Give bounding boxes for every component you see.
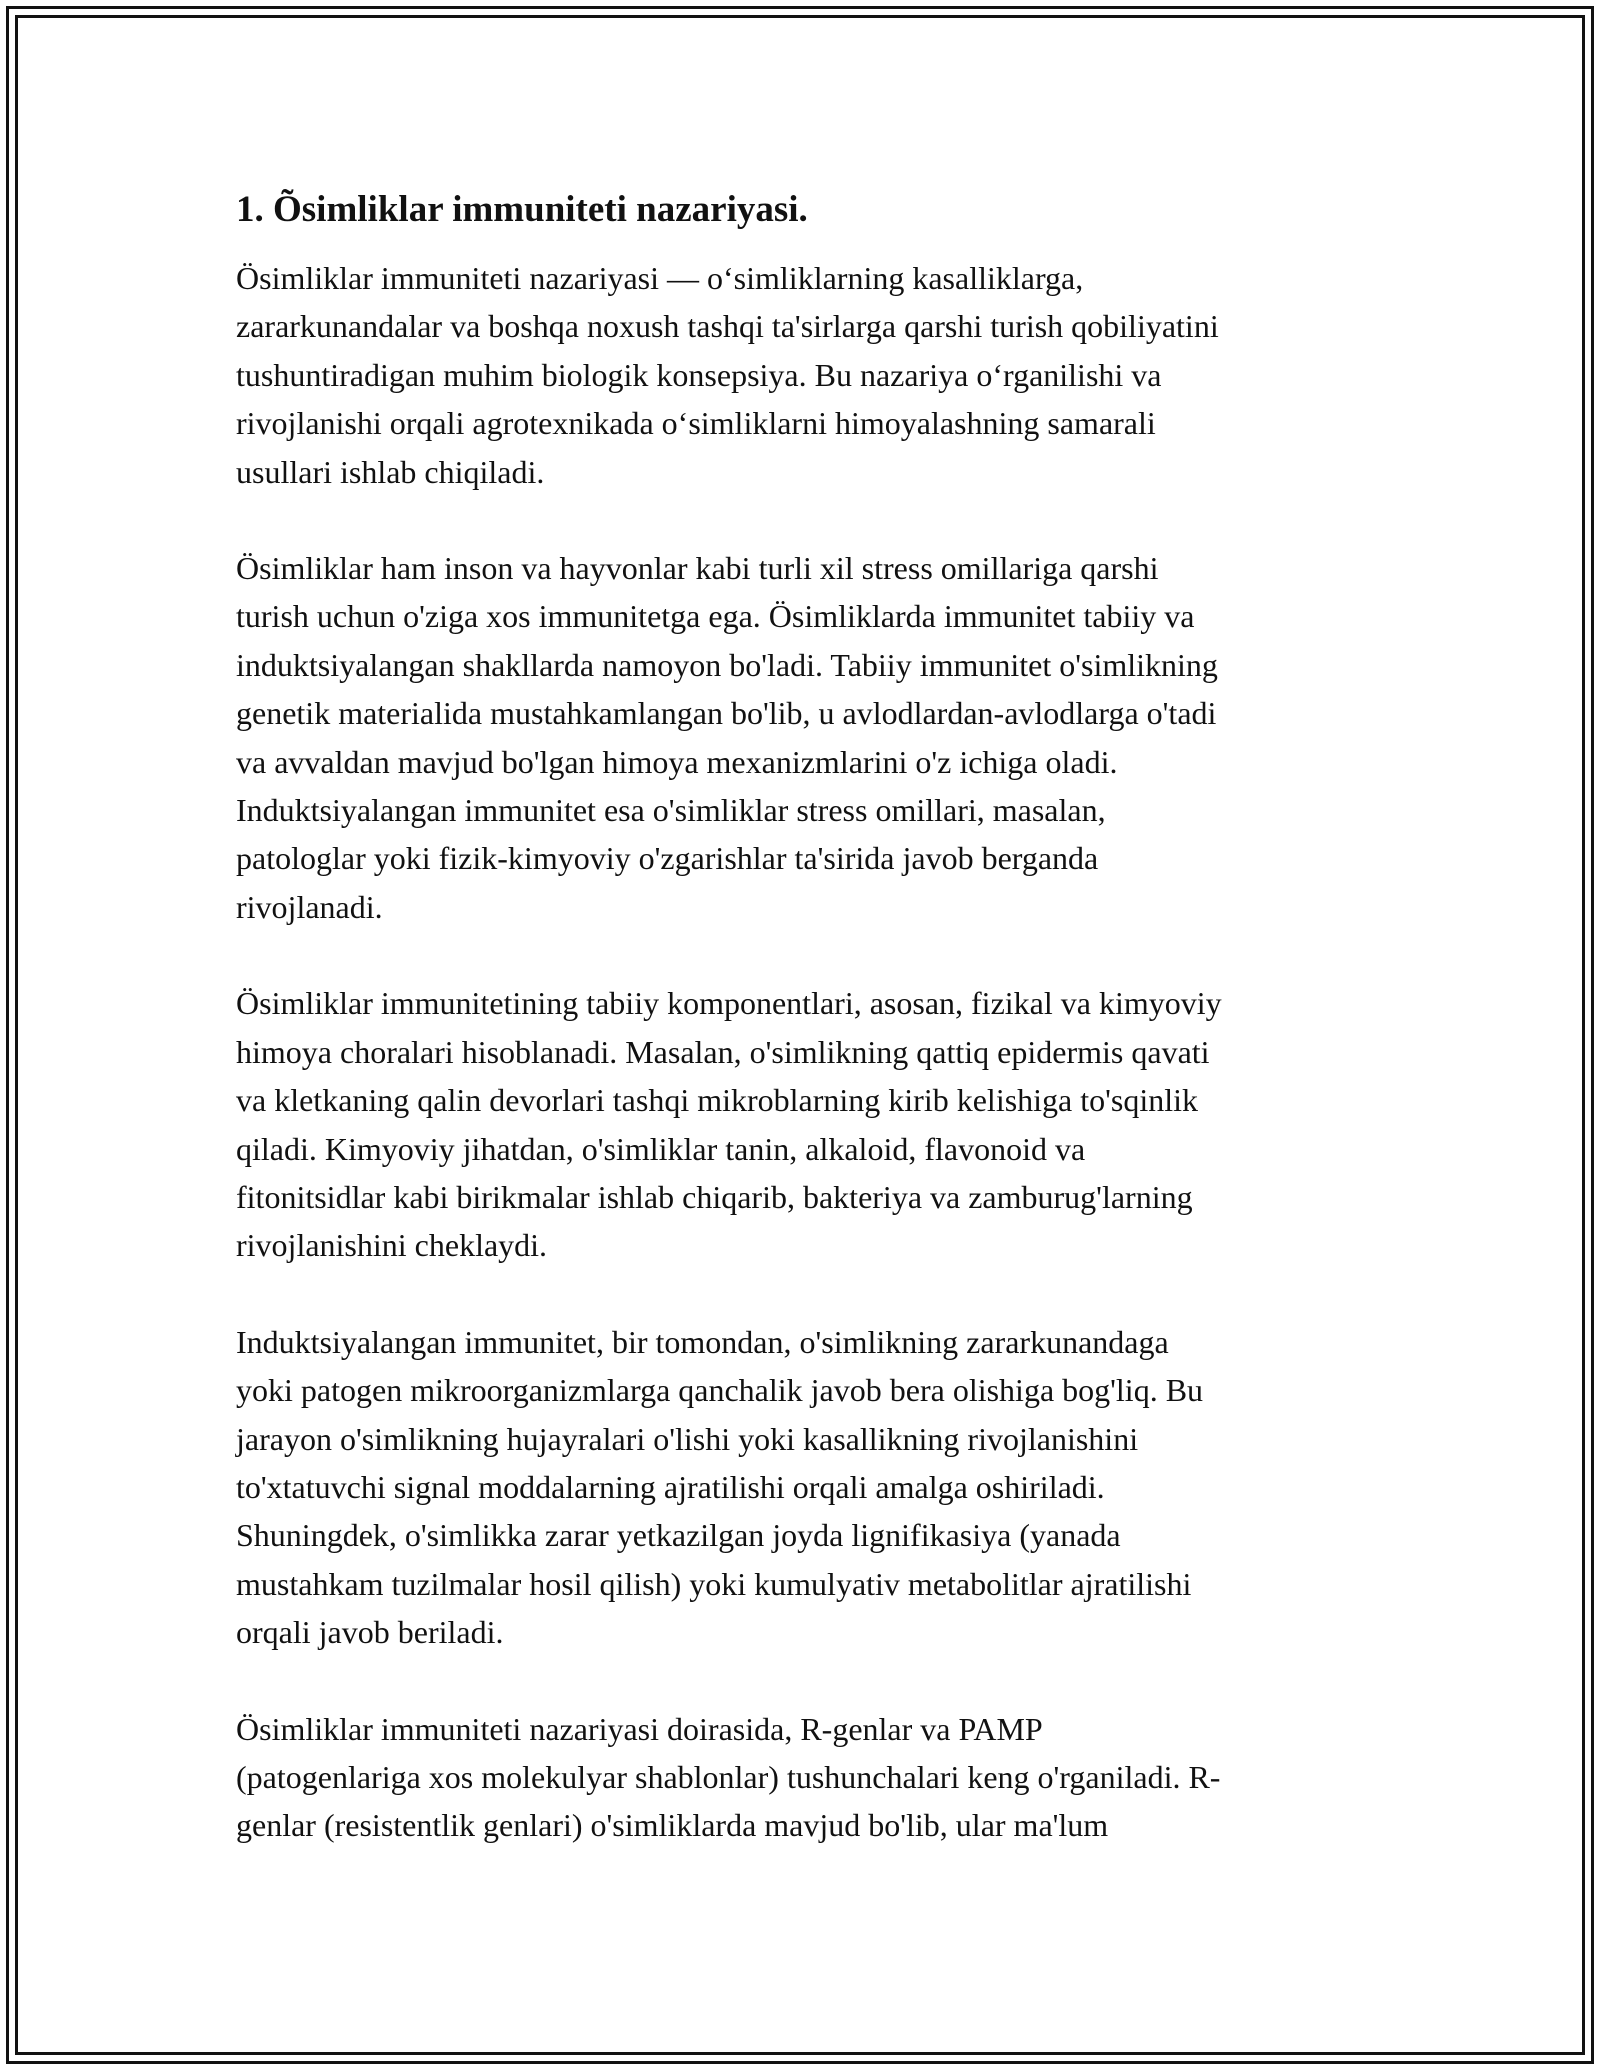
text-line: Shuningdek, o'simlikka zarar yetkazilgan joyda lignifikasiya (yanada [236, 1517, 1121, 1554]
document-body [236, 186, 1376, 1898]
text-line: Induktsiyalangan immunitet, bir tomondan, o'simlikning zararkunandaga [236, 1323, 1169, 1360]
paragraph-4 [236, 1318, 1376, 1657]
text-line: rivojlanadi. [236, 888, 383, 925]
text-line: qiladi. Kimyoviy jihatdan, o'simliklar tanin, alkaloid, flavonoid va [236, 1130, 1086, 1167]
text-line: turish uchun o'ziga xos immunitetga ega. Ösimliklarda immunitet tabiiy va [236, 598, 1195, 635]
text-line: Ösimliklar immuniteti nazariyasi — oʻsimliklarning kasalliklarga, [236, 260, 1084, 296]
text-line: genlar (resistentlik genlari) o'simliklarda mavjud bo'lib, ular ma'lum [236, 1807, 1109, 1844]
paragraph-2 [236, 544, 1376, 931]
text-line: (patogenlariga xos molekulyar shablonlar) tushunchalari keng o'rganiladi. R- [236, 1758, 1221, 1795]
text-line: tushuntiradigan muhim biologik konsepsiya. Bu nazariya oʻrganilishi va [236, 356, 1162, 393]
paragraph-1 [236, 254, 1376, 496]
text-line: orqali javob beriladi. [236, 1614, 504, 1651]
paragraph-5 [236, 1705, 1376, 1850]
text-line: va avvaldan mavjud bo'lgan himoya mexanizmlarini o'z ichiga oladi. [236, 743, 1118, 780]
text-line: rivojlanishini cheklaydi. [236, 1227, 548, 1264]
section-heading: 1. Õsimliklar immuniteti nazariyasi. [236, 189, 808, 230]
text-line: Induktsiyalangan immunitet esa o'simliklar stress omillari, masalan, [236, 792, 1106, 829]
text-line: jarayon o'simlikning hujayralari o'lishi yoki kasallikning rivojlanishini [236, 1420, 1139, 1457]
text-line: mustahkam tuzilmalar hosil qilish) yoki kumulyativ metabolitlar ajratilishi [236, 1565, 1192, 1602]
text-line: yoki patogen mikroorganizmlarga qanchalik javob bera olishiga bog'liq. Bu [236, 1372, 1204, 1409]
text-line: Ösimliklar ham inson va hayvonlar kabi turli xil stress omillariga qarshi [236, 550, 1159, 587]
text-line: rivojlanishi orqali agrotexnikada oʻsimliklarni himoyalashning samarali [236, 405, 1156, 442]
text-line: fitonitsidlar kabi birikmalar ishlab chiqarib, bakteriya va zamburug'larning [236, 1178, 1193, 1215]
text-line: usullari ishlab chiqiladi. [236, 453, 545, 490]
text-line: induktsiyalangan shakllarda namoyon bo'ladi. Tabiiy immunitet o'simlikning [236, 646, 1218, 683]
text-line: Ösimliklar immunitetining tabiiy komponentlari, asosan, fizikal va kimyoviy [236, 985, 1222, 1022]
text-line: to'xtatuvchi signal moddalarning ajratilishi orqali amalga oshiriladi. [236, 1468, 1105, 1505]
paragraph-3 [236, 979, 1376, 1269]
text-line: patologlar yoki fizik-kimyoviy o'zgarishlar ta'sirida javob berganda [236, 840, 1099, 877]
text-line: va kletkaning qalin devorlari tashqi mikroblarning kirib kelishiga to'sqinlik [236, 1082, 1199, 1119]
text-line: himoya choralari hisoblanadi. Masalan, o'simlikning qattiq epidermis qavati [236, 1033, 1210, 1070]
text-line: Ösimliklar immuniteti nazariyasi doirasida, R-genlar va PAMP [236, 1710, 1043, 1747]
text-line: genetik materialida mustahkamlangan bo'lib, u avlodlardan-avlodlarga o'tadi [236, 695, 1217, 732]
text-line: zararkunandalar va boshqa noxush tashqi ta'sirlarga qarshi turish qobiliyatini [236, 308, 1219, 345]
